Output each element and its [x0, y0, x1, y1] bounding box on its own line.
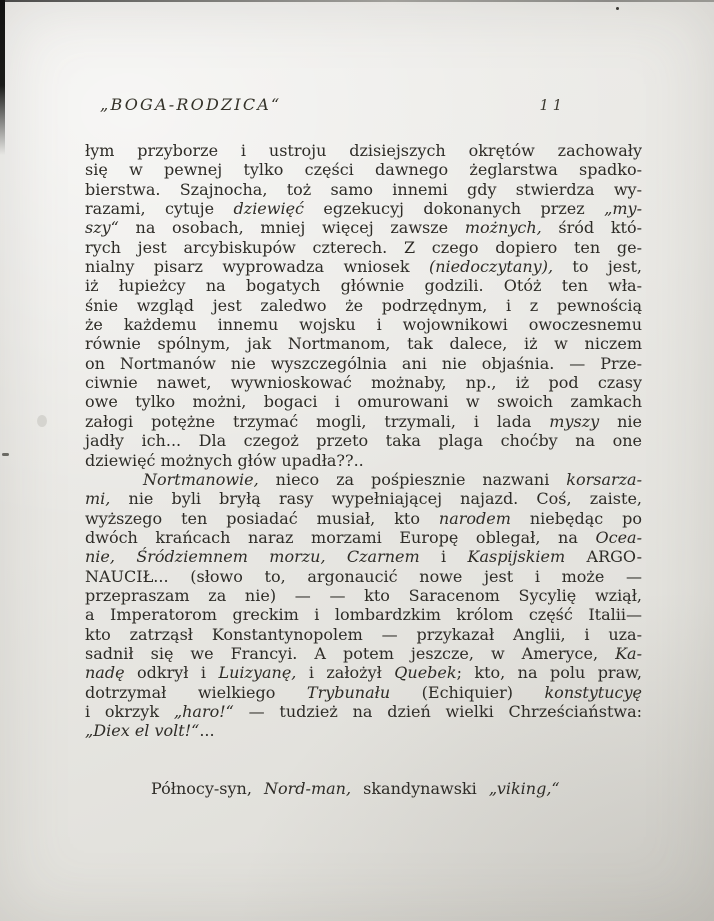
italic-text-segment: mi,: [85, 489, 111, 509]
text-line: [85, 683, 642, 702]
text-line: [85, 625, 642, 644]
footnote-paragraph: [85, 779, 642, 798]
text-segment: załogi potężne trzymać mogli, trzymali, i lada: [85, 411, 550, 431]
text-block: [85, 141, 642, 798]
text-line: [85, 431, 642, 450]
dust-speck: [616, 7, 619, 10]
text-segment: na osobach, mniej więcej zawsze: [118, 218, 465, 238]
text-line: [85, 373, 642, 392]
text-segment: bierstwa. Szajnocha, toż samo innemi gdy stwierdza wy-: [85, 179, 642, 199]
text-segment: sadnił się we Francyi. A potem jeszcze, w Ameryce,: [85, 643, 616, 663]
text-segment: śnie wzgląd jest zaledwo że podrzędnym, i z pewnością: [85, 295, 642, 315]
text-segment: wyższego ten posiadać musiał, kto: [85, 508, 439, 528]
italic-text-segment: Quebek: [394, 663, 457, 683]
text-line: [85, 180, 642, 199]
text-line: [85, 605, 642, 624]
text-line: [85, 141, 642, 160]
text-line: [85, 354, 642, 373]
text-line: [85, 509, 642, 528]
italic-text-segment: myszy: [549, 411, 600, 431]
text-segment: — tudzież na dzień wielki Chrześciaństwa:: [233, 701, 643, 721]
text-segment: dotrzymał wielkiego: [85, 682, 307, 702]
italic-text-segment: Kaspijskiem: [467, 547, 566, 567]
italic-text-segment: Nord-man,: [264, 778, 352, 798]
italic-text-segment: narodem: [438, 508, 511, 528]
dust-speck: [2, 453, 9, 456]
text-segment: dwóch krańcach naraz morzami Europę oblegał, na: [85, 527, 596, 547]
text-line: [85, 412, 642, 431]
italic-text-segment: Nortmanowie,: [143, 469, 259, 489]
text-segment: kto zatrząsł Konstantynopolem — przykazał Anglii, i uza-: [85, 624, 642, 644]
text-line: [85, 663, 642, 682]
text-segment: jadły ich... Dla czegoż przeto taka plaga choćby na one: [85, 431, 642, 451]
text-line: [85, 586, 642, 605]
text-line: [85, 257, 642, 276]
text-segment: to jest,: [553, 257, 643, 277]
text-line: [85, 160, 642, 179]
italic-text-segment: (niedoczytany),: [428, 257, 554, 277]
text-line: [85, 644, 642, 663]
italic-text-segment: Luizyanę,: [218, 663, 297, 683]
italic-text-segment: „haro!“: [173, 701, 234, 721]
text-segment: (Echiquier): [390, 682, 545, 702]
text-segment: nie byli bryłą rasy wypełniającej najazd. Coś, zaiste,: [110, 489, 642, 509]
text-line: [85, 296, 642, 315]
text-segment: dziewięć możnych głów upadła??..: [85, 450, 364, 470]
text-line: [85, 392, 642, 411]
italic-text-segment: „Diex el volt!“: [85, 721, 200, 741]
page-number: 11: [539, 98, 566, 114]
text-segment: nie: [599, 411, 642, 431]
text-segment: ; kto, na polu praw,: [456, 663, 643, 683]
paragraph: [85, 141, 642, 470]
italic-text-segment: „my-: [604, 199, 642, 219]
text-segment: śród któ-: [541, 218, 642, 238]
text-segment: nialny pisarz wyprowadza wniosek: [85, 257, 429, 277]
italic-text-segment: Trybunału: [306, 682, 391, 702]
italic-text-segment: „viking,“: [488, 778, 560, 798]
text-segment: i: [419, 547, 468, 567]
text-line: [85, 702, 642, 721]
text-segment: że każdemu innemu wojsku i wojownikowi owoczesnemu: [85, 315, 642, 335]
running-head: [85, 95, 642, 114]
text-segment: rych jest arcybiskupów czterech. Z czego dopiero ten ge-: [85, 237, 642, 257]
text-line: [85, 779, 642, 798]
text-line: [85, 721, 642, 740]
italic-text-segment: szy“: [85, 218, 119, 238]
text-line: [85, 567, 642, 586]
text-line: [85, 199, 642, 218]
text-segment: nieco za pośpiesznie nazwani: [258, 469, 567, 489]
text-segment: niebędąc po: [510, 508, 643, 528]
text-line: [85, 528, 642, 547]
running-title: „BOGA-RODZICA“: [100, 95, 282, 114]
paragraph: [85, 470, 642, 741]
italic-text-segment: dziewięć: [233, 199, 305, 219]
text-segment: ARGO-: [565, 547, 642, 567]
text-line: [85, 276, 642, 295]
text-line: [85, 451, 642, 470]
text-segment: się w pewnej tylko części dawnego żeglarstwa spadko-: [85, 160, 642, 180]
text-line: [85, 489, 642, 508]
italic-text-segment: konstytucyę: [544, 682, 642, 702]
text-segment: ciwnie nawet, wywnioskować możnaby, np., iż pod czasy: [85, 373, 642, 393]
italic-text-segment: nie, Śródziemnem morzu, Czarnem: [85, 547, 420, 567]
text-segment: i okrzyk: [85, 701, 174, 721]
scan-edge-left: [0, 0, 5, 155]
text-segment: ...: [199, 721, 215, 741]
text-segment: Północy-syn,: [151, 778, 265, 798]
text-segment: a Imperatorom greckim i lombardzkim królom część Italii—: [85, 605, 642, 625]
text-segment: iż łupieżcy na bogatych głównie godzili. Otóż ten wła-: [85, 276, 642, 296]
text-segment: NAUCIŁ... (słowo to, argonaucić nowe jest i może —: [85, 566, 642, 586]
text-segment: razami, cytuje: [85, 199, 234, 219]
text-segment: łym przyborze i ustroju dzisiejszych okrętów zachowały: [85, 141, 642, 160]
scan-edge-top: [0, 0, 714, 2]
text-line: [85, 547, 642, 566]
text-segment: egzekucyj dokonanych przez: [304, 199, 605, 219]
italic-text-segment: Ka-: [615, 643, 642, 663]
italic-text-segment: Ocea-: [595, 527, 642, 547]
text-line: [85, 470, 642, 489]
italic-text-segment: nadę: [85, 663, 125, 683]
text-segment: równie spólnym, jak Nortmanom, tak dalece, iż w niczem: [85, 334, 642, 354]
text-line: [85, 218, 642, 237]
paper-smudge: [37, 415, 47, 427]
text-segment: skandynawski: [351, 778, 489, 798]
text-line: [85, 334, 642, 353]
text-segment: przepraszam za nie) — — kto Saracenom Sycylię wziął,: [85, 585, 642, 605]
text-segment: owe tylko możni, bogaci i omurowani w swoich zamkach: [85, 392, 642, 412]
italic-text-segment: możnych,: [464, 218, 542, 238]
text-segment: i założył: [296, 663, 395, 683]
text-segment: on Nortmanów nie wyszczególnia ani nie objaśnia. — Prze-: [85, 353, 642, 373]
text-line: [85, 315, 642, 334]
text-segment: odkrył i: [124, 663, 219, 683]
italic-text-segment: korsarza-: [566, 469, 642, 489]
text-line: [85, 238, 642, 257]
